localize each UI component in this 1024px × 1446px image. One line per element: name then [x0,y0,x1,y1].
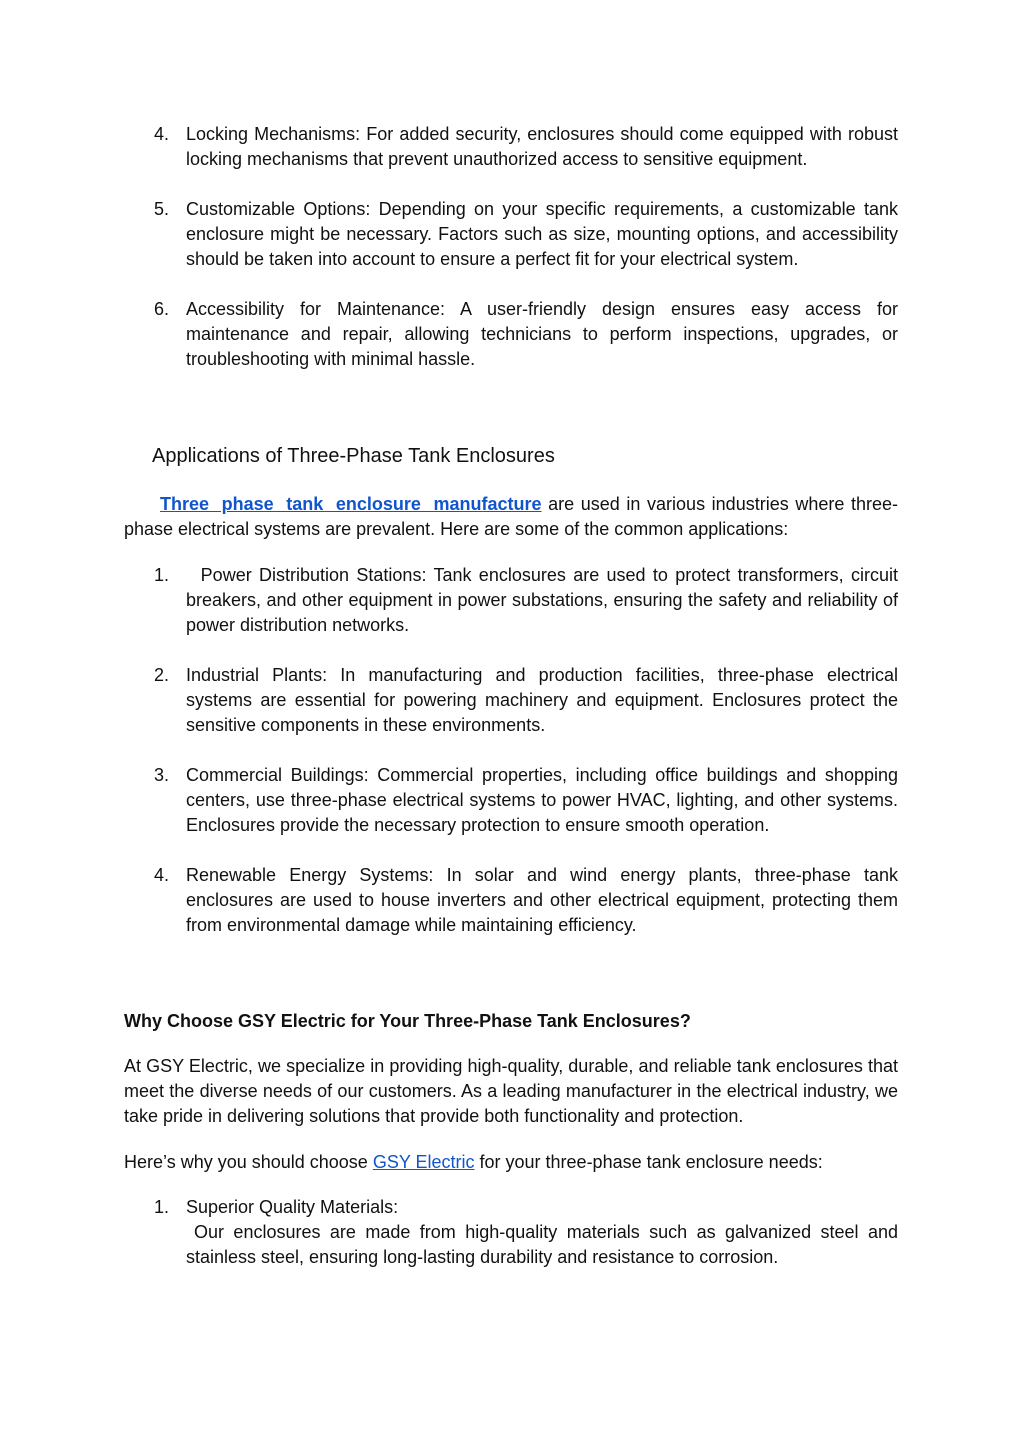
list-item-text: Renewable Energy Systems: In solar and wind energy plants, three-phase tank enclosures are used to house inverters and other electrical equipment, protecting them from environmental damage while maintaining efficiency. [186,865,898,935]
why-paragraph: At GSY Electric, we specialize in providing high-quality, durable, and reliable tank enclosures that meet the diverse needs of our customers. As a leading manufacturer in the electrical industry, we take pride in delivering solutions that provide both functionality and protection. [124,1056,898,1126]
list-item-text: Our enclosures are made from high-quality materials such as galvanized steel and stainless steel, ensuring long-lasting durability and resistance to corrosion. [186,1222,898,1267]
list-item-number: 3. [154,765,170,785]
list-item [124,863,898,938]
applications-intro [124,492,898,542]
gsy-electric-link[interactable]: GSY Electric [372,1152,475,1172]
reasons-list [124,1195,898,1270]
list-item [124,122,898,172]
why-choose-heading: Why Choose GSY Electric for Your Three-Phase Tank Enclosures? [124,1011,691,1031]
list-item-text: Industrial Plants: In manufacturing and production facilities, three-phase electrical systems are essential for powering machinery and equipment. Enclosures protect the sensitive components in these environments. [186,665,898,735]
list-item [124,563,904,638]
list-item-number: 2. [154,665,170,685]
list-item-text: Accessibility for Maintenance: A user-friendly design ensures easy access for maintenance and repair, allowing technicians to perform inspections, upgrades, or troubleshooting with minimal hassle. [186,299,898,369]
reasons-intro [124,1150,898,1175]
manufacture-link[interactable]: Three phase tank enclosure manufacture [160,494,542,514]
applications-list [124,563,904,938]
list-item-title: Superior Quality Materials: [186,1197,399,1217]
feature-list [124,122,898,372]
list-item-number: 1. [154,1197,170,1217]
list-item-number: 4. [154,124,170,144]
list-item-number: 4. [154,865,170,885]
list-item-number: 6. [154,299,170,319]
list-item-text: Commercial Buildings: Commercial properties, including office buildings and shopping centers, use three-phase electrical systems to power HVAC, lighting, and other systems. Enclosures provide the necessary protection to ensure smooth operation. [186,765,898,835]
list-item-number: 1. [154,565,170,585]
list-item-text: Power Distribution Stations: Tank enclosures are used to protect transformers, circuit breakers, and other equipment in power substations, ensuring the safety and reliability of power distribution networks. [186,565,904,635]
list-item-text: Customizable Options: Depending on your specific requirements, a customizable tank enclosure might be necessary. Factors such as size, mounting options, and accessibility should be taken into account to ensure a perfect fit for your electrical system. [186,199,898,269]
reasons-intro-text-end: for your three-phase tank enclosure needs: [474,1152,823,1172]
list-item [124,297,898,372]
list-item [124,197,898,272]
list-item [124,1195,898,1270]
list-item-text: Locking Mechanisms: For added security, enclosures should come equipped with robust locking mechanisms that prevent unauthorized access to sensitive equipment. [186,124,898,169]
applications-intro-text: are used in various industries where three-phase electrical systems are prevalent. Here are some of the common applications: [124,494,898,539]
applications-heading: Applications of Three-Phase Tank Enclosures [152,445,555,467]
reasons-intro-text: Here’s why you should choose [124,1152,373,1172]
list-item-number: 5. [154,199,170,219]
list-item [124,663,898,738]
list-item [124,763,898,838]
